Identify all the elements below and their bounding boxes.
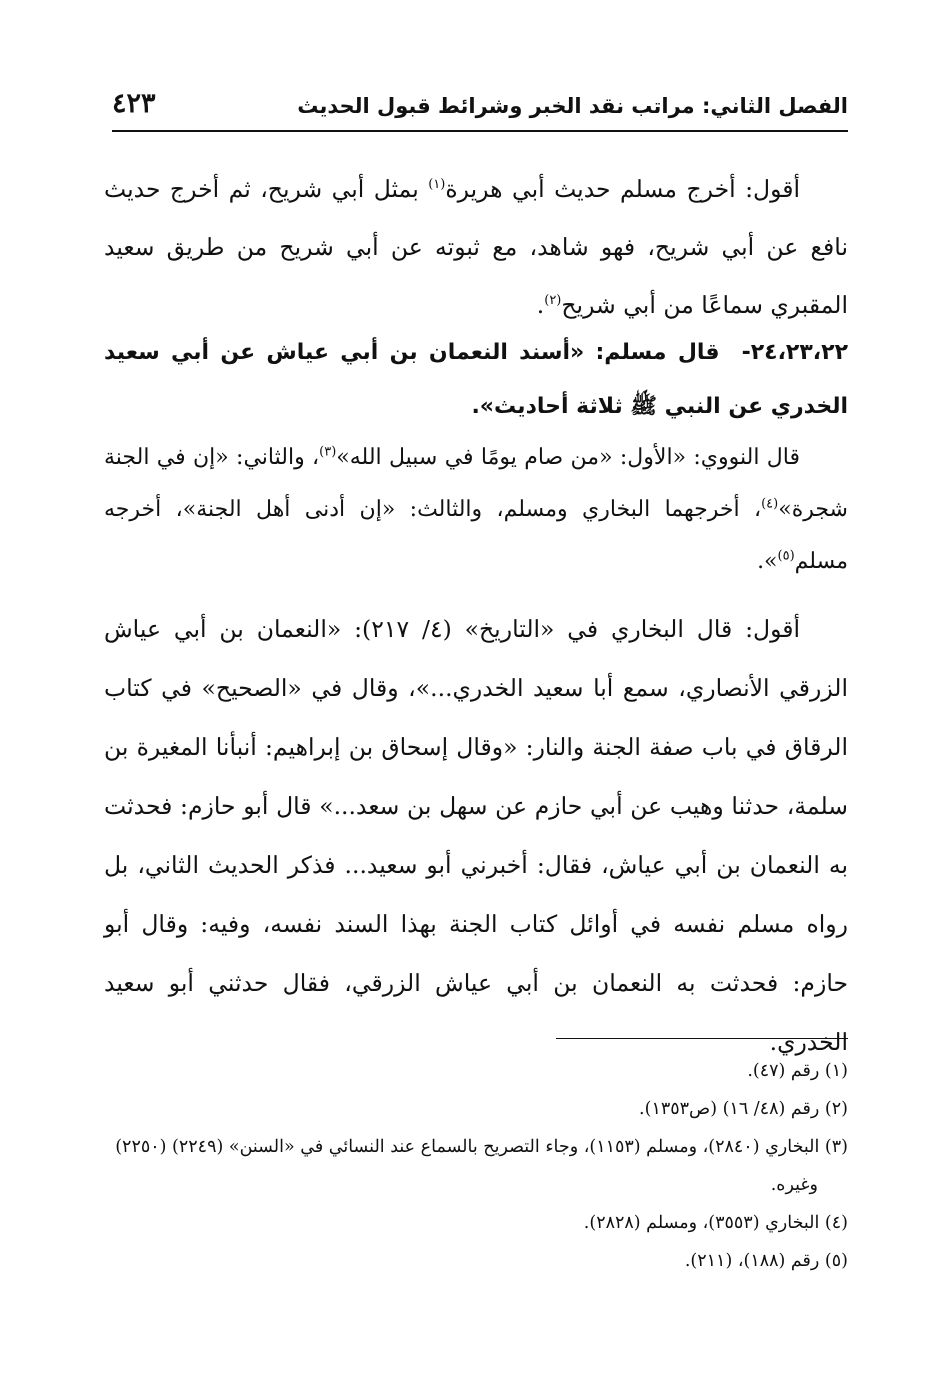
- page-header: [112, 88, 848, 128]
- para1-text: أقول: أخرج مسلم حديث أبي هريرة: [445, 175, 800, 203]
- running-title: الفصل الثاني: مراتب نقد الخبر وشرائط قبول الحديث: [297, 94, 848, 118]
- footnote-3: [100, 1128, 848, 1204]
- footnote-ref-1[interactable]: (١): [428, 177, 446, 193]
- header-rule: [112, 130, 848, 132]
- footnote-separator: [556, 1038, 848, 1039]
- page-number: ٤٢٣: [112, 88, 156, 119]
- paragraph-2: [104, 432, 848, 588]
- para2-text-b: ، والثاني: «إن في الجنة شجرة»: [104, 445, 848, 522]
- footnote-2: (٢) رقم (٤٨/ ١٦) (ص١٣٥٣).: [639, 1099, 848, 1119]
- footnote-ref-3[interactable]: (٣): [319, 444, 337, 460]
- para1-text-cont: بمثل أبي شريح، ثم أخرج حديث نافع عن أبي شريح، فهو شاهد، مع ثبوته عن أبي شريح من طريق سعيد المقبري سماعًا من أبي شريح: [104, 175, 848, 319]
- footnote-ref-5[interactable]: (٥): [777, 548, 795, 564]
- entry-text: قال مسلم: «أسند النعمان بن أبي عياش عن أبي سعيد الخدري عن النبي ﷺ ثلاثة أحاديث».: [104, 340, 848, 419]
- footnote-3-continuation: وغيره.: [770, 1175, 818, 1195]
- para2-end: ».: [757, 549, 778, 574]
- footnote-3-text: (٣) البخاري (٢٨٤٠)، ومسلم (١١٥٣)، وجاء التصريح بالسماع عند النسائي في «السنن» (٢٢٤٩) (٢٢٥٠): [115, 1137, 848, 1157]
- para1-end: .: [536, 291, 545, 319]
- footnote-5: (٥) رقم (١٨٨)، (٢١١).: [684, 1251, 848, 1271]
- footnote-4: (٤) البخاري (٣٥٥٣)، ومسلم (٢٨٢٨).: [583, 1213, 848, 1233]
- entry-number: ٢٤،٢٣،٢٢-: [741, 340, 848, 365]
- paragraph-1: [104, 160, 848, 334]
- para2-text: قال النووي: «الأول: «من صام يومًا في سبيل الله»: [336, 445, 800, 470]
- footnote-1: (١) رقم (٤٧).: [747, 1061, 848, 1081]
- footnote-ref-4[interactable]: (٤): [761, 496, 779, 512]
- paragraph-3: [104, 600, 848, 1072]
- para3-text: أقول: قال البخاري في «التاريخ» (٤/ ٢١٧): «النعمان بن أبي عياش الزرقي الأنصاري، سمع أبا سعيد الخدري...»، وقال في «الصحيح» في كتاب الرقاق في باب صفة الجنة والنار: «وقال إسحاق بن إبراهيم: أنبأنا المغيرة بن سلمة، حدثنا وهيب عن أبي حازم عن سهل بن سعد...» قال أبو حازم: فحدثت به النعمان بن أبي عياش، فقال: أخبرني أبو سعيد... فذكر الحديث الثاني، بل رواه مسلم نفسه في أوائل كتاب الجنة بهذا السند نفسه، وفيه: وقال أبو حازم: فحدثت به النعمان بن أبي عياش الزرقي، فقال حدثني أبو سعيد الخدري.: [104, 615, 848, 1056]
- footnote-ref-2[interactable]: (٢): [544, 293, 562, 309]
- footnotes: [100, 1052, 848, 1280]
- hadith-entry-heading: [104, 326, 848, 434]
- para2-text-c: ، أخرجهما البخاري ومسلم، والثالث: «إن أدنى أهل الجنة»، أخرجه مسلم: [104, 497, 848, 574]
